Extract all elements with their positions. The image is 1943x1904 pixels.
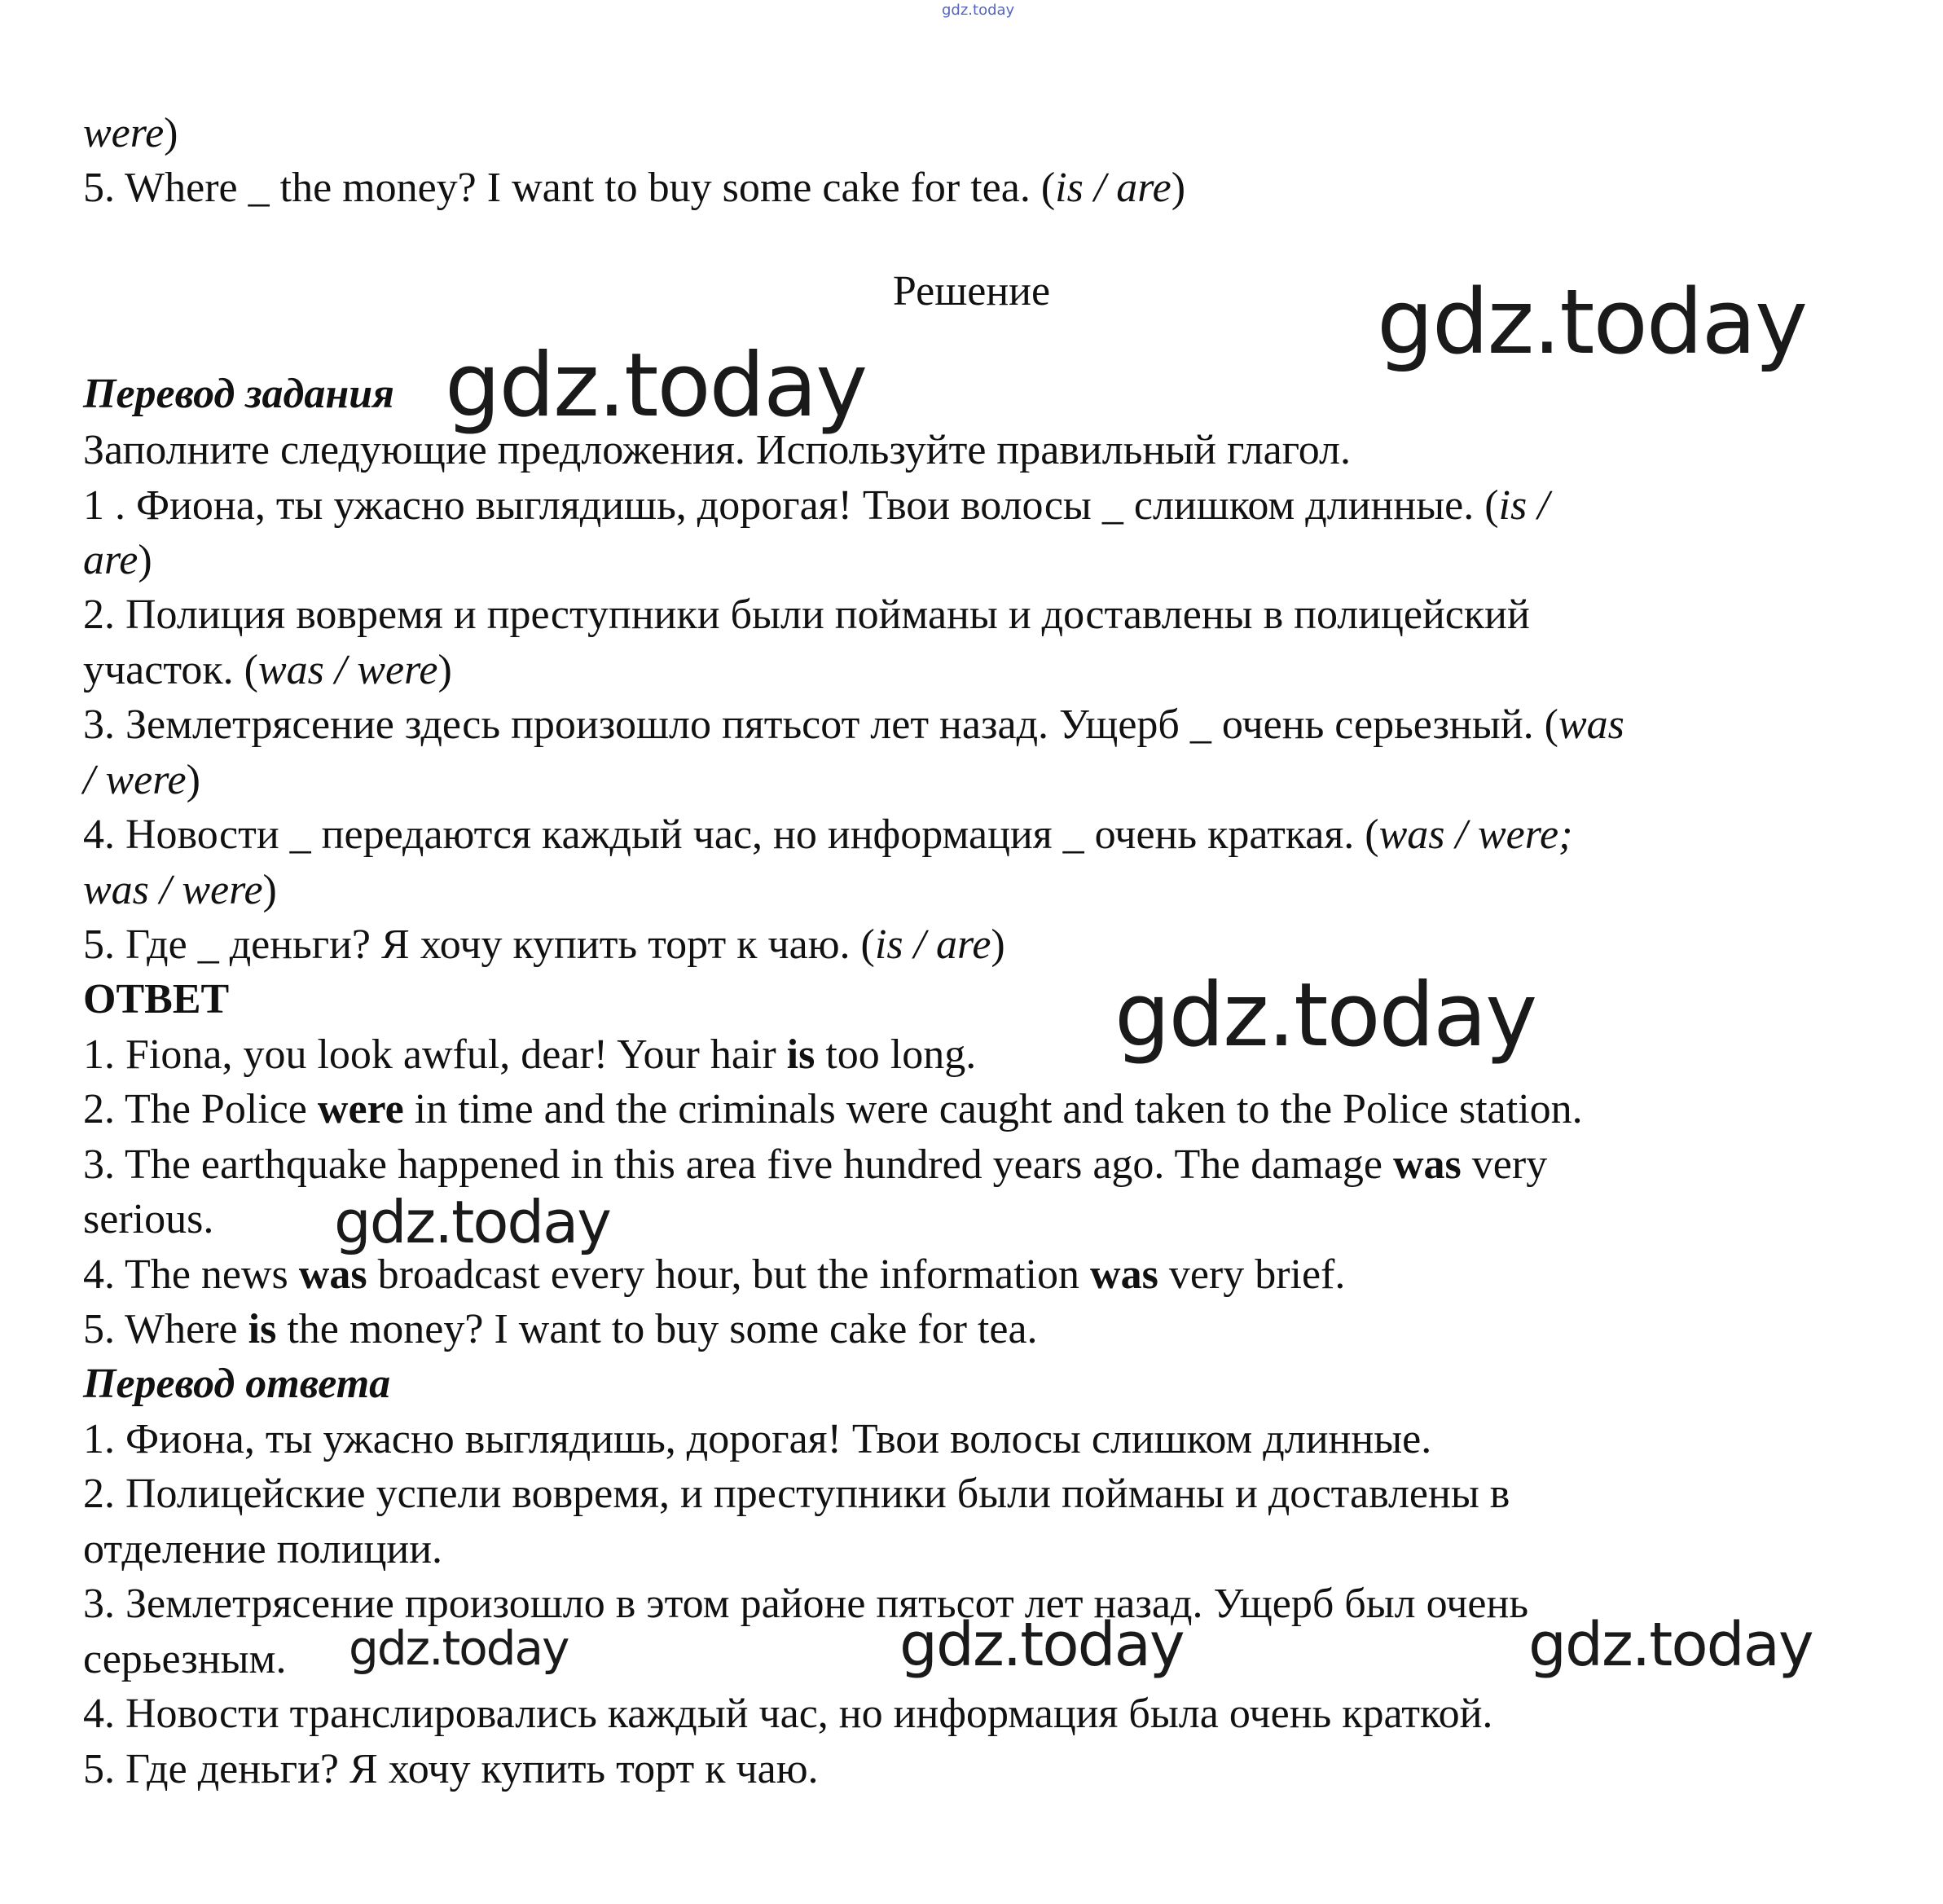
- paren: ): [437, 647, 452, 693]
- answer-verb: was: [298, 1251, 367, 1298]
- option-text: was / were: [257, 647, 438, 693]
- answer-verb: is: [786, 1031, 815, 1078]
- paren: ): [1171, 165, 1186, 211]
- answer-translation-1: 1. Фиона, ты ужасно выглядишь, дорогая! Твои волосы слишком длинные.: [83, 1416, 1432, 1462]
- answer-1: [83, 1031, 977, 1078]
- answer-translation-3a: 3. Землетрясение произошло в этом районе пятьсот лет назад. Ущерб был очень: [83, 1581, 1529, 1627]
- watermark: gdz.today: [1377, 270, 1807, 374]
- answer-3-cont: serious.: [83, 1196, 214, 1242]
- top-watermark: gdz.today: [942, 2, 1015, 19]
- sentence-text: 5. Где _ деньги? Я хочу купить торт к чаю. (: [83, 921, 875, 968]
- task-translation-4a: [83, 811, 1573, 858]
- option-text: are: [83, 537, 138, 583]
- answer-translation-4: 4. Новости транслировались каждый час, но информация была очень краткой.: [83, 1691, 1493, 1737]
- paren: ): [262, 867, 277, 913]
- answer-translation-2a: 2. Полицейские успели вовремя, и преступники были пойманы и доставлены в: [83, 1471, 1510, 1517]
- answer-text: 3. The earthquake happened in this area five hundred years ago. The damage: [83, 1141, 1393, 1188]
- option-text: is / are: [1055, 165, 1172, 211]
- sentence-text: участок. (: [83, 647, 258, 693]
- answer-translation-3b: серьезным.: [83, 1636, 287, 1682]
- task-line-5: [83, 167, 1185, 209]
- answer-text: the money? I want to buy some cake for tea.: [276, 1306, 1038, 1352]
- option-text: / were: [83, 757, 187, 803]
- translation-header: Перевод задания: [83, 371, 394, 417]
- task-line-tail: [83, 112, 178, 155]
- task-translation-2a: 2. Полиция вовремя и преступники были пойманы и доставлены в полицейский: [83, 591, 1530, 638]
- paren: ): [164, 110, 178, 156]
- answer-text: too long.: [815, 1031, 977, 1078]
- answer-text: 5. Where: [83, 1306, 248, 1352]
- paren: ): [186, 757, 200, 803]
- answer-text: 4. The news: [83, 1251, 299, 1298]
- option-text: was: [1558, 701, 1624, 748]
- answer-3: [83, 1141, 1548, 1188]
- task-translation-4b: [83, 869, 277, 912]
- paren: ): [138, 537, 152, 583]
- option-text: is /: [1498, 482, 1550, 529]
- answer-text: very: [1461, 1141, 1548, 1188]
- answer-text: in time and the criminals were caught and taken to the Police station.: [403, 1086, 1583, 1132]
- answer-text: 1. Fiona, you look awful, dear! Your hair: [83, 1031, 787, 1078]
- task-translation-5: [83, 921, 1005, 968]
- answer-header: ОТВЕТ: [83, 976, 230, 1022]
- task-translation-2b: [83, 649, 452, 692]
- answer-verb: was: [1090, 1251, 1158, 1298]
- option-text: was / were;: [1378, 811, 1573, 858]
- answer-5: [83, 1308, 1038, 1351]
- task-translation-1b: [83, 539, 152, 582]
- watermark: gdz.today: [1528, 1610, 1813, 1680]
- solution-title: Решение: [892, 268, 1051, 314]
- answer-text: broadcast every hour, but the information: [367, 1251, 1091, 1298]
- answer-translation-header: Перевод ответа: [83, 1361, 391, 1407]
- answer-verb: was: [1393, 1141, 1462, 1188]
- answer-translation-2b: отделение полиции.: [83, 1526, 443, 1572]
- watermark: gdz.today: [334, 1188, 610, 1256]
- answer-text: 2. The Police: [83, 1086, 318, 1132]
- watermark: gdz.today: [1114, 965, 1536, 1066]
- option-text: were: [83, 110, 165, 156]
- answer-2: [83, 1088, 1583, 1131]
- task-translation-3a: [83, 701, 1624, 748]
- answer-text: very brief.: [1158, 1251, 1346, 1298]
- task-translation-3b: [83, 759, 200, 802]
- sentence-text: 4. Новости _ передаются каждый час, но информация _ очень краткая. (: [83, 811, 1379, 858]
- task-translation-1a: [83, 482, 1550, 529]
- watermark: gdz.today: [899, 1610, 1184, 1680]
- option-text: is / are: [874, 921, 991, 968]
- answer-4: [83, 1251, 1346, 1298]
- sentence-text: 1 . Фиона, ты ужасно выглядишь, дорогая! Твои волосы _ слишком длинные. (: [83, 482, 1499, 529]
- paren: ): [991, 921, 1005, 968]
- sentence-text: 3. Землетрясение здесь произошло пятьсот лет назад. Ущерб _ очень серьезный. (: [83, 701, 1558, 748]
- answer-translation-5: 5. Где деньги? Я хочу купить торт к чаю.: [83, 1746, 819, 1792]
- watermark: gdz.today: [349, 1620, 569, 1676]
- answer-verb: is: [248, 1306, 277, 1352]
- task-translation-intro: Заполните следующие предложения. Используйте правильный глагол.: [83, 427, 1351, 473]
- watermark: gdz.today: [445, 335, 867, 437]
- option-text: was / were: [83, 867, 263, 913]
- sentence-text: 5. Where _ the money? I want to buy some cake for tea. (: [83, 165, 1056, 211]
- answer-verb: were: [317, 1086, 404, 1132]
